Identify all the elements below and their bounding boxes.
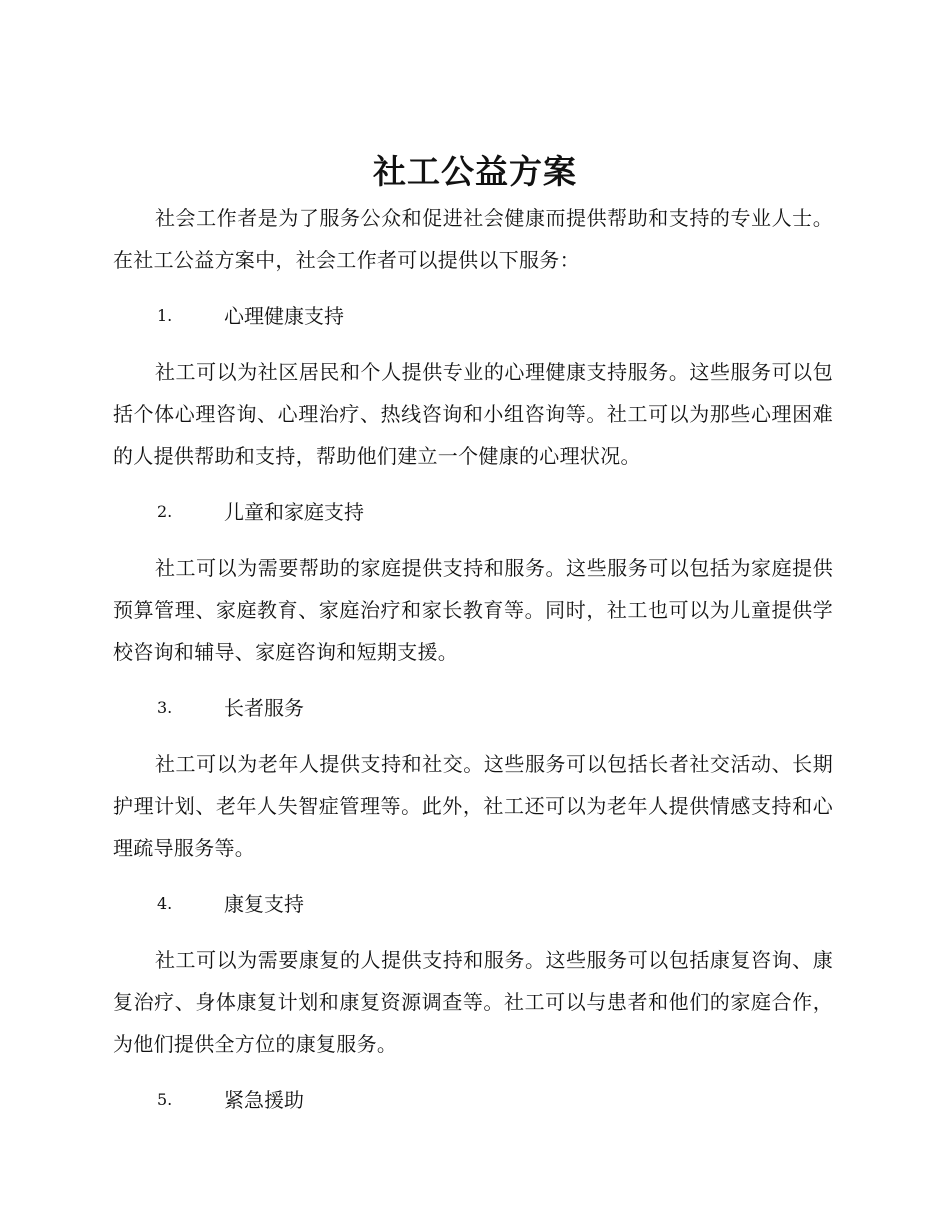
section-number: 5. [157,1090,173,1109]
section-number: 2. [157,502,173,521]
section-title: 儿童和家庭支持 [224,500,364,524]
section-number: 4. [157,894,173,913]
section-number: 1. [157,306,173,325]
section-heading-5 [113,1079,833,1121]
section-paragraph-2: 社工可以为需要帮助的家庭提供支持和服务。这些服务可以包括为家庭提供预算管理、家庭教育、家庭治疗和家长教育等。同时，社工也可以为儿童提供学校咨询和辅导、家庭咨询和短期支援。 [113,556,833,664]
section-title: 紧急援助 [224,1088,304,1112]
document-title: 社工公益方案 [373,152,577,191]
section-heading-3 [113,687,833,729]
section-paragraph-1: 社工可以为社区居民和个人提供专业的心理健康支持服务。这些服务可以包括个体心理咨询、心理治疗、热线咨询和小组咨询等。社工可以为那些心理困难的人提供帮助和支持，帮助他们建立一个健康的心理状况。 [113,360,833,468]
section-heading-1 [113,295,833,337]
section-title: 心理健康支持 [224,304,344,328]
section-heading-4 [113,883,833,925]
intro-paragraph: 社会工作者是为了服务公众和促进社会健康而提供帮助和支持的专业人士。在社工公益方案中，社会工作者可以提供以下服务： [113,206,833,272]
section-paragraph-3: 社工可以为老年人提供支持和社交。这些服务可以包括长者社交活动、长期护理计划、老年人失智症管理等。此外，社工还可以为老年人提供情感支持和心理疏导服务等。 [113,752,833,860]
section-title: 康复支持 [224,892,304,916]
section-heading-2 [113,491,833,533]
section-title: 长者服务 [224,696,304,720]
document-body [113,197,833,1135]
section-number: 3. [157,698,173,717]
section-paragraph-4: 社工可以为需要康复的人提供支持和服务。这些服务可以包括康复咨询、康复治疗、身体康复计划和康复资源调查等。社工可以与患者和他们的家庭合作，为他们提供全方位的康复服务。 [113,948,833,1056]
